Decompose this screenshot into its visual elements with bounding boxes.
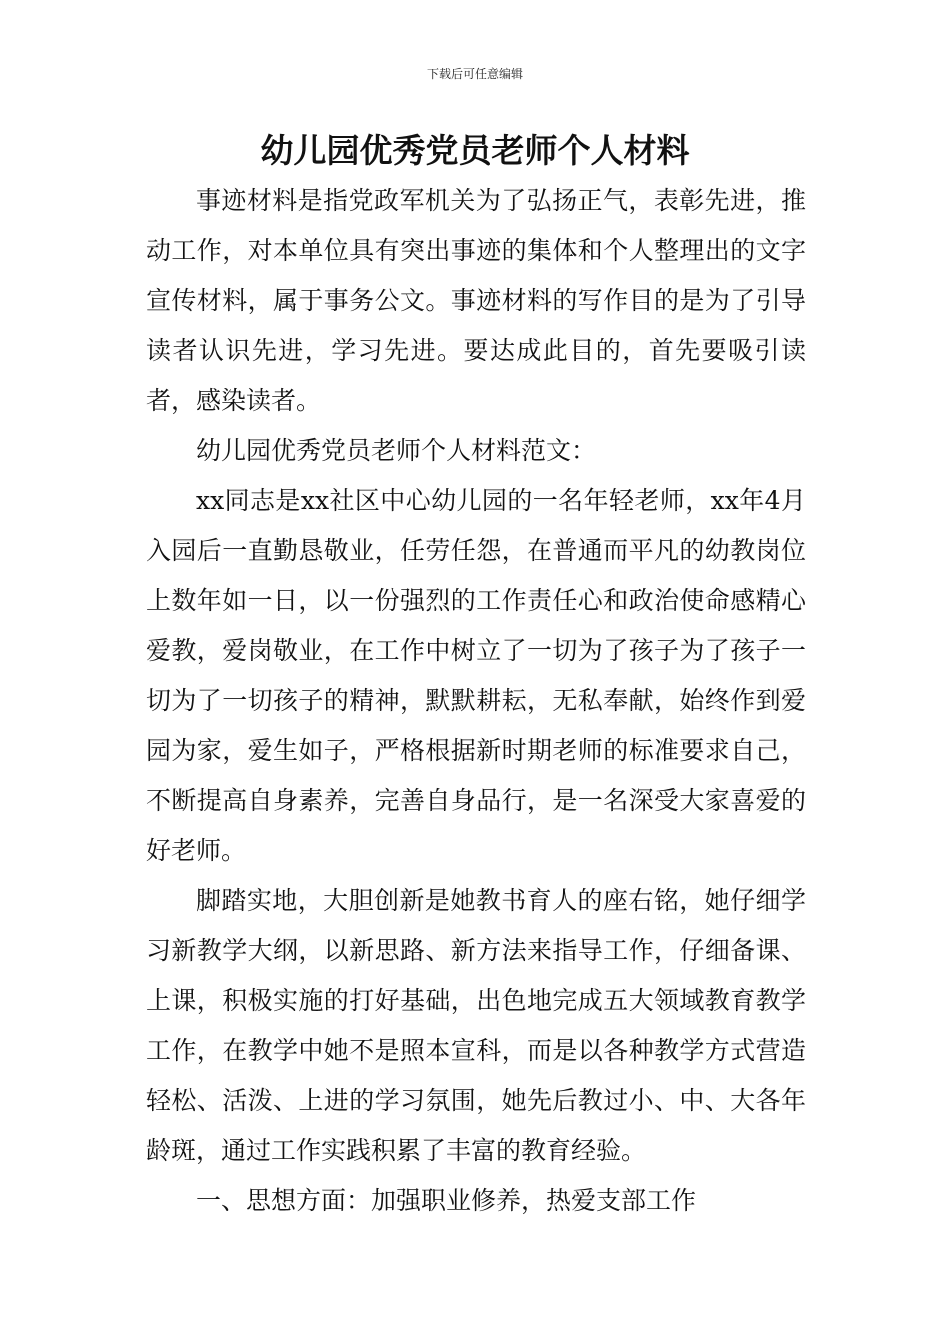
header-note: 下载后可任意编辑 <box>426 67 523 81</box>
paragraph-intro: 事迹材料是指党政军机关为了弘扬正气，表彰先进，推动工作，对本单位具有突出事迹的集体和个人整理出的文字宣传材料，属于事务公文。事迹材料的写作目的是为了引导读者认识先进，学习先进。要达成此目的，首先要吸引读者，感染读者。 <box>146 186 806 415</box>
section-heading-ideology: 一、思想方面：加强职业修养，热爱支部工作 <box>196 1186 697 1215</box>
paragraph-teaching: 脚踏实地，大胆创新是她教书育人的座右铭，她仔细学习新教学大纲，以新思路、新方法来指导工作，仔细备课、上课，积极实施的打好基础，出色地完成五大领域教育教学工作，在教学中她不是照本宣科，而是以各种教学方式营造轻松、活泼、上进的学习氛围，她先后教过小、中、大各年龄斑，通过工作实践积累了丰富的教育经验。 <box>146 886 806 1165</box>
paragraph-profile: xx同志是xx社区中心幼儿园的一名年轻老师，xx年4月入园后一直勤恳敬业，任劳任怨，在普通而平凡的幼教岗位上数年如一日，以一份强烈的工作责任心和政治使命感精心爱教，爱岗敬业，在工作中树立了一切为了孩子为了孩子一切为了一切孩子的精神，默默耕耘，无私奉献，始终作到爱园为家，爱生如子，严格根据新时期老师的标准要求自己，不断提高自身素养，完善自身品行，是一名深受大家喜爱的好老师。 <box>146 486 806 865</box>
paragraph-sample-heading: 幼儿园优秀党员老师个人材料范文： <box>196 436 597 465</box>
document-body <box>146 176 806 1226</box>
document-title: 幼儿园优秀党员老师个人材料 <box>260 131 690 170</box>
